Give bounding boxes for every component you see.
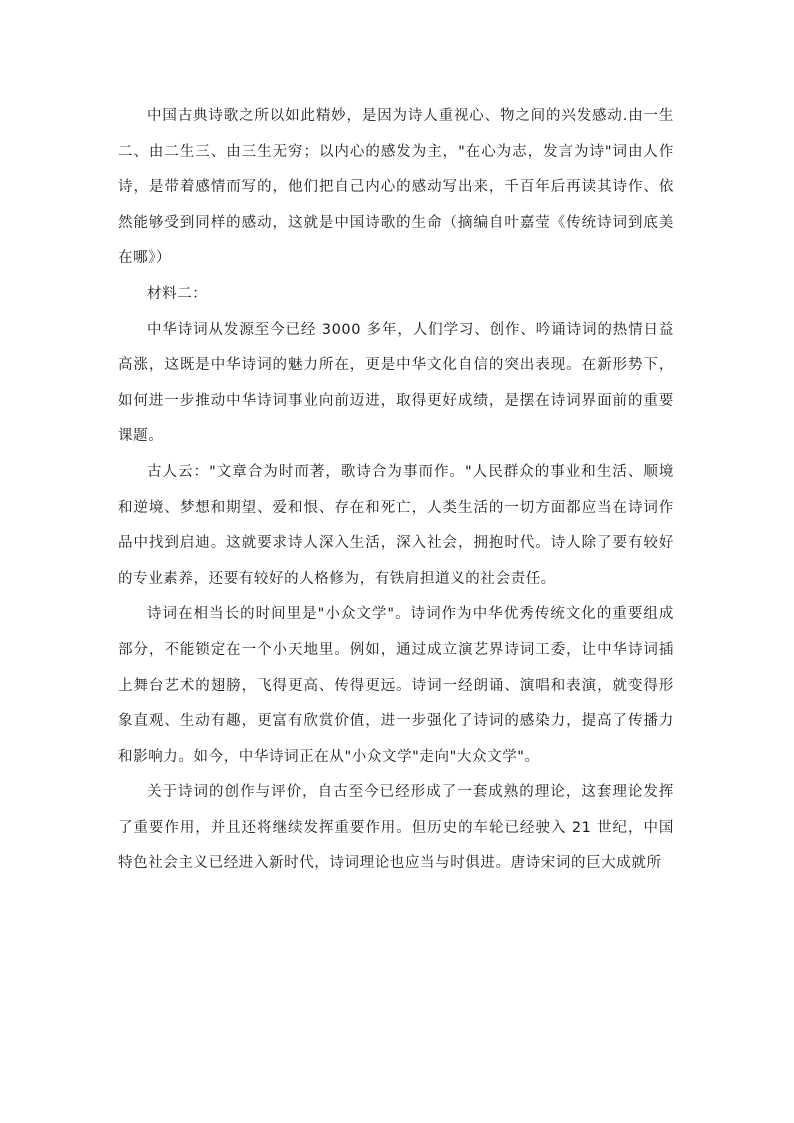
paragraph-4: 诗词在相当长的时间里是"小众文学"。诗词作为中华优秀传统文化的重要组成部分，不能锁定在一个小天地里。例如，通过成立演艺界诗词工委，让中华诗词插上舞台艺术的翅膀，飞得更高、传得更远。诗词一经朗诵、演唱和表演，就变得形象直观、生动有趣，更富有欣赏价值，进一步强化了诗词的感染力，提高了传播力和影响力。如今，中华诗词正在从"小众文学"走向"大众文学"。: [118, 606, 674, 765]
paragraph-1: 中国古典诗歌之所以如此精妙，是因为诗人重视心、物之间的兴发感动.由一生二、由二生三、由三生无穷；以内心的感发为主，"在心为志，发言为诗"词由人作诗，是带着感情而写的，他们把自己内心的感动写出来，千百年后再读其诗作、依然能够受到同样的感动，这就是中国诗歌的生命（摘编自叶嘉莹《传统诗词到底美在哪》）: [118, 108, 674, 267]
paragraph-3: 古人云："文章合为时而著，歌诗合为事而作。"人民群众的事业和生活、顺境和逆境、梦想和期望、爱和恨、存在和死亡，人类生活的一切方面都应当在诗词作品中找到启迪。这就要求诗人深入生活，深入社会，拥抱时代。诗人除了要有较好的专业素养，还要有较好的人格修为，有铁肩担道义的社会责任。: [118, 463, 674, 587]
document-page: [118, 99, 674, 882]
paragraph-material-two-heading: 材料二：: [147, 285, 208, 302]
paragraph-2: 中华诗词从发源至今已经 3000 多年，人们学习、创作、吟诵诗词的热情日益高涨，这既是中华诗词的魅力所在，更是中华文化自信的突出表现。在新形势下，如何进一步推动中华诗词事业向前迈进，取得更好成绩，是摆在诗词界面前的重要课题。: [118, 321, 674, 445]
paragraph-5: 关于诗词的创作与评价，自古至今已经形成了一套成熟的理论，这套理论发挥了重要作用，并且还将继续发挥重要作用。但历史的车轮已经驶入 21 世纪，中国特色社会主义已经进入新时代，诗词理论也应当与时俱进。唐诗宋词的巨大成就所: [118, 784, 674, 872]
